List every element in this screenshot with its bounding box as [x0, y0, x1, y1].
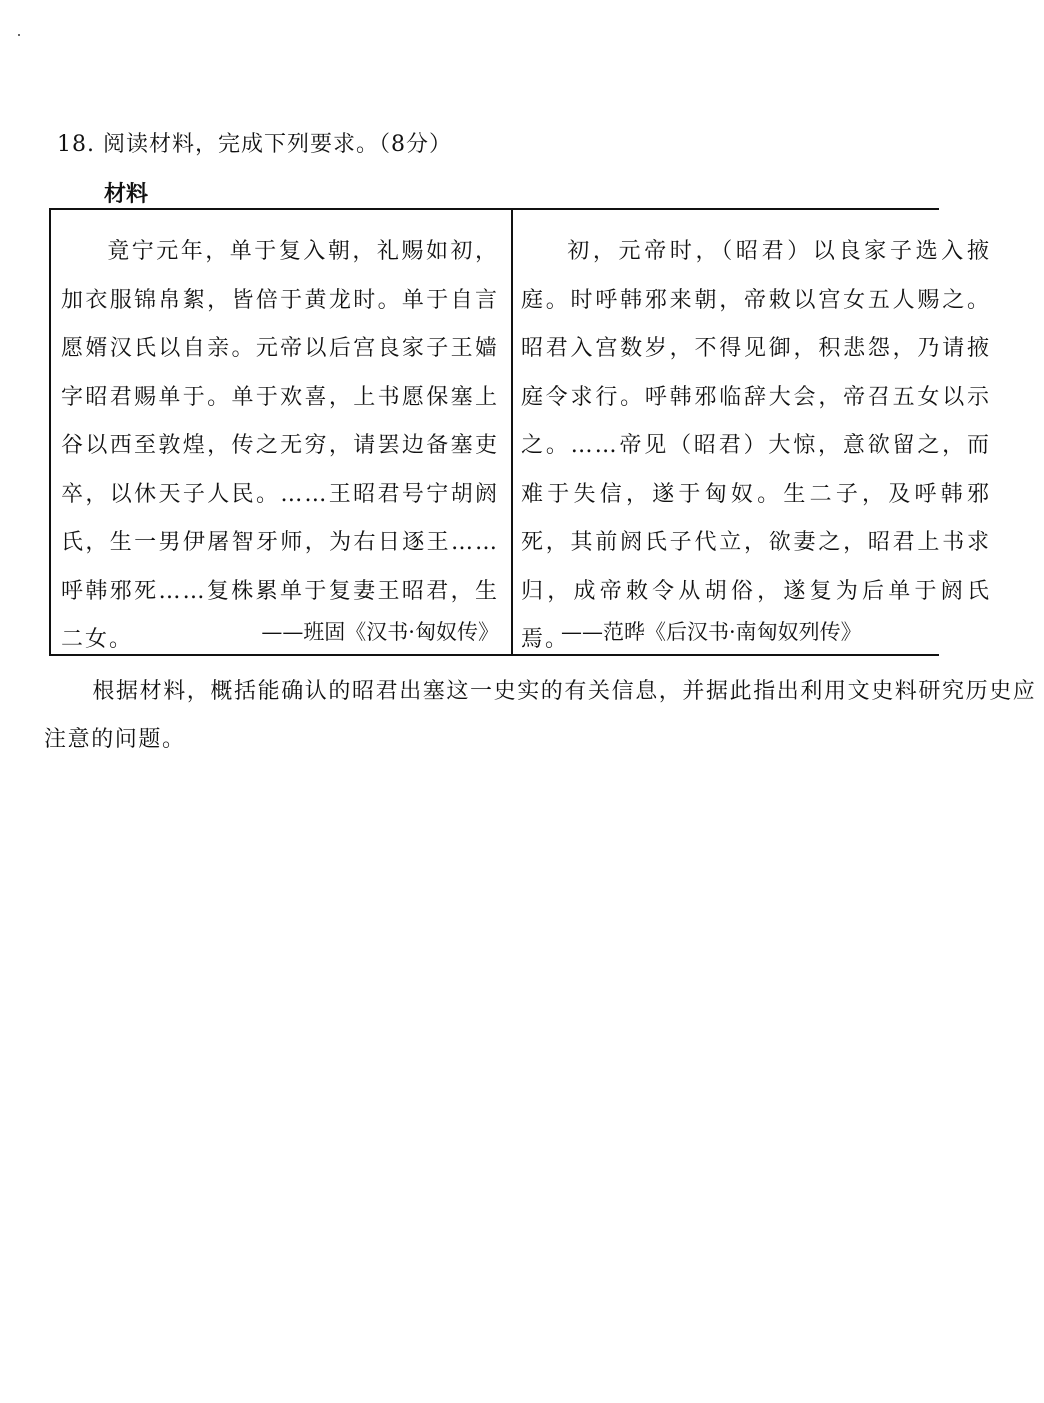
question-title: 18. 阅读材料，完成下列要求。（8分） [57, 132, 452, 157]
hou-han-shu-citation: ——范晔《后汉书·南匈奴列传》 [561, 620, 862, 644]
han-shu-citation: ——班固《汉书·匈奴传》 [261, 620, 499, 644]
prompt-area [0, 660, 1037, 780]
material-label: 材料 [104, 182, 149, 207]
scan-speck [18, 34, 20, 36]
question-prompt: 根据材料，概括能确认的昭君出塞这一史实的有关信息，并据此指出利用文史料研究历史应注意的问题。 [44, 679, 1037, 752]
material-right-column [513, 210, 991, 654]
material-table [49, 208, 991, 656]
hou-han-shu-passage: 初，元帝时，（昭君）以良家子选入掖庭。时呼韩邪来朝，帝敕以宫女五人赐之。昭君入宫数岁，不得见御，积悲怨，乃请掖庭令求行。呼韩邪临辞大会，帝召五女以示之。……帝见（昭君）大惊，意欲留之，而难于失信，遂于匈奴。生二子，及呼韩邪死，其前阏氏子代立，欲妻之，昭君上书求归，成帝敕令从胡俗，遂复为后单于阏氏焉。 [521, 239, 991, 652]
material-left-column [51, 210, 513, 654]
han-shu-passage: 竟宁元年，单于复入朝，礼赐如初，加衣服锦帛絮，皆倍于黄龙时。单于自言愿婿汉氏以自亲。元帝以后宫良家子王嫱字昭君赐单于。单于欢喜，上书愿保塞上谷以西至敦煌，传之无穷，请罢边备塞吏卒，以休天子人民。……王昭君号宁胡阏氏，生一男伊屠智牙师，为右日逐王……呼韩邪死……复株累单于复妻王昭君，生二女。 [61, 239, 499, 652]
